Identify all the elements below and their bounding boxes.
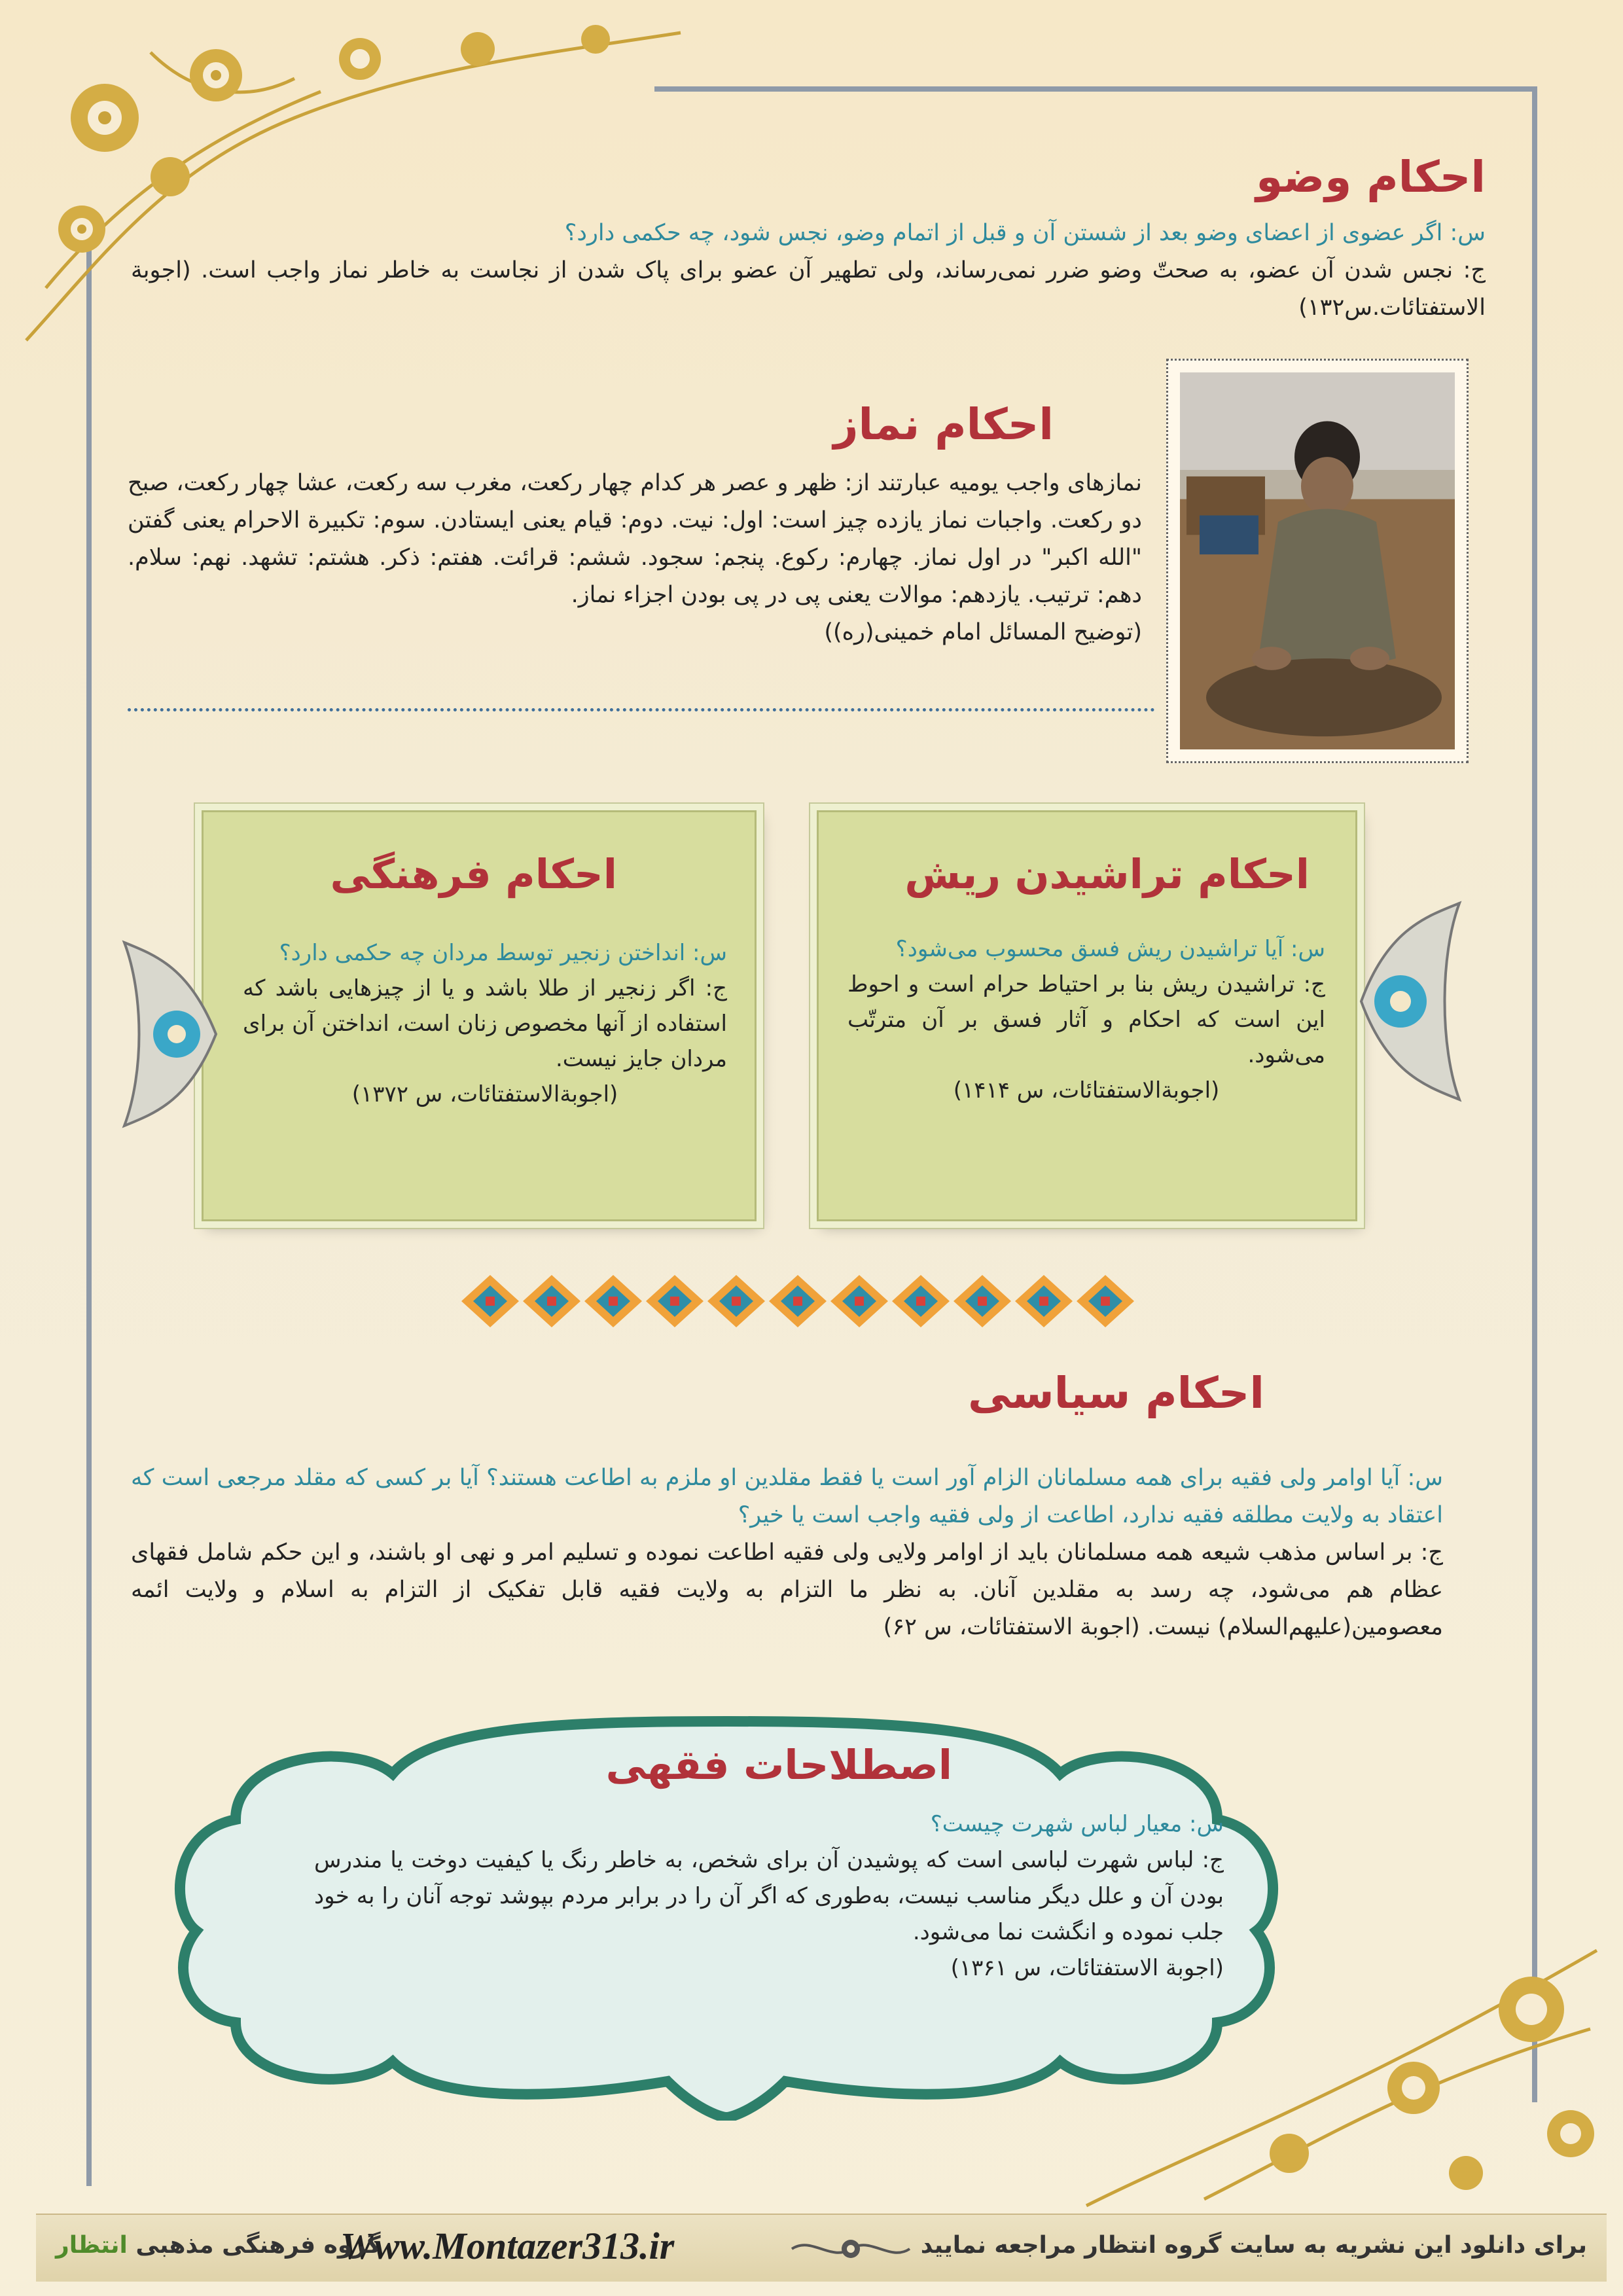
rosette-icon xyxy=(1348,890,1472,1113)
beard-card xyxy=(817,810,1357,1221)
terms-title: اصطلاحات فقهی xyxy=(605,1741,952,1789)
footer-group-name: انتظار xyxy=(56,2232,128,2259)
namaz-body: نمازهای واجب یومیه عبارتند از: ظهر و عصر هر کدام چهار رکعت، مغرب سه رکعت، عشا چهار رکعت، صبح دو رکعت. واجبات نماز یازده چیز است: اول: نیت. دوم: قیام یعنی ایستادن. سوم: تکبیرة الاحرام یعنی گفتن "الله اکبر" در اول نماز. چهارم: رکوع. پنجم: سجود. ششم: قرائت. هفتم: ذکر. هشتم: تشهد. نهم: سلام. دهم: ترتیب. یازدهم: موالات یعنی پی در پی بودن اجزاء نماز. xyxy=(128,470,1142,608)
cultural-question: س: انداختن زنجیر توسط مردان چه حکمی دارد؟ xyxy=(279,940,727,966)
political-title: احکام سیاسی xyxy=(967,1368,1264,1418)
political-question: س: آیا اوامر ولی فقیه برای همه مسلمانان الزام آور است یا فقط مقلدین او ملزم به اطاعت هستند؟ آیا بر کسی که مقلد مرجعی است که اعتقاد به ولایت مطلقه فقیه ندارد، اطاعت از ولی فقیه واجب است یا خیر؟ xyxy=(131,1465,1443,1528)
wudu-text xyxy=(131,215,1486,327)
beard-source: (اجوبةالاستفتائات، س ۱۴۱۴) xyxy=(953,1077,1220,1103)
namaz-title: احکام نماز xyxy=(833,399,1054,450)
section-divider xyxy=(128,708,1155,711)
rosette-icon xyxy=(118,929,223,1139)
terms-question: س: معیار لباس شهرت چیست؟ xyxy=(930,1811,1224,1837)
namaz-text xyxy=(128,465,1142,651)
frame-line-right xyxy=(1532,86,1537,2102)
namaz-source: (توضیح المسائل امام خمینی(ره)) xyxy=(824,619,1142,645)
footer-website[interactable]: Www.Montazer313.ir xyxy=(340,2225,675,2267)
wudu-answer: ج: نجس شدن آن عضو، به صحتّ وضو ضرر نمی‌رساند، ولی تطهیر آن عضو برای پاک شدن از نجاست به خاطر نماز واجب است. (اجوبة الاستفتائات.س۱۳۲) xyxy=(131,257,1486,321)
wudu-question: س: اگر عضوی از اعضای وضو بعد از شستن آن و قبل از اتمام وضو، نجس شود، چه حکمی دارد؟ xyxy=(564,220,1486,246)
political-text xyxy=(131,1460,1443,1646)
beard-title: احکام تراشیدن ریش xyxy=(904,850,1310,898)
footer-bar xyxy=(36,2214,1607,2282)
political-answer: ج: بر اساس مذهب شیعه همه مسلمانان باید از اوامر ولایی ولی فقیه اطاعت نموده و تسلیم امر و نهی او باشند، و این حکم شامل فقهای عظام هم می‌شود، چه رسد به مقلدین آنان. به نظر ما التزام به ولایت فقیه قابل تفکیک از التزام به اسلام و ولایت ائمه معصومین(علیهم‌السلام) نیست. (اجوبة الاستفتائات، س ۶۲) xyxy=(131,1539,1443,1640)
cultural-source: (اجوبةالاستفتائات، س ۱۳۷۲) xyxy=(351,1081,618,1107)
cultural-answer: ج: اگر زنجیر از طلا باشد و یا از چیزهایی باشد که استفاده از آنها مخصوص زنان است، انداختن آن برای مردان جایز نیست. xyxy=(243,975,727,1072)
cultural-card xyxy=(202,810,757,1221)
footer-group-prefix: گروه فرهنگی مذهبی xyxy=(135,2232,381,2259)
footer-download-note: برای دانلود این نشریه به سایت گروه انتظار مراجعه نمایید xyxy=(920,2232,1587,2259)
beard-answer: ج: تراشیدن ریش بنا بر احتیاط حرام است و احوط این است که احکام و آثار فسق بر آن مترتّب می‌شود. xyxy=(847,971,1325,1068)
footer-group xyxy=(56,2232,381,2259)
terms-answer: ج: لباس شهرت لباسی است که پوشیدن آن برای شخص، به خاطر رنگ یا کیفیت دوخت یا مندرس بودن آن و علل دیگر مناسب نیست، به‌طوری که اگر آن را در برابر مردم بپوشد توجه آنان را به خود جلب نموده و انگشت نما می‌شود. xyxy=(314,1847,1224,1945)
terms-text xyxy=(314,1806,1224,1986)
flower-divider-icon xyxy=(785,2229,916,2269)
beard-text xyxy=(847,931,1325,1108)
wudu-title: احکام وضو xyxy=(1256,152,1486,202)
frame-line-left xyxy=(86,216,92,2186)
frame-line-top xyxy=(654,86,1537,92)
terms-source: (اجوبة الاستفتائات، س ۱۳۶۱) xyxy=(950,1955,1224,1981)
cultural-text xyxy=(243,935,727,1112)
beard-question: س: آیا تراشیدن ریش فسق محسوب می‌شود؟ xyxy=(895,936,1325,962)
cultural-title: احکام فرهنگی xyxy=(330,850,617,898)
prayer-photo xyxy=(1166,359,1469,763)
diamond-pattern-icon xyxy=(459,1272,1140,1330)
